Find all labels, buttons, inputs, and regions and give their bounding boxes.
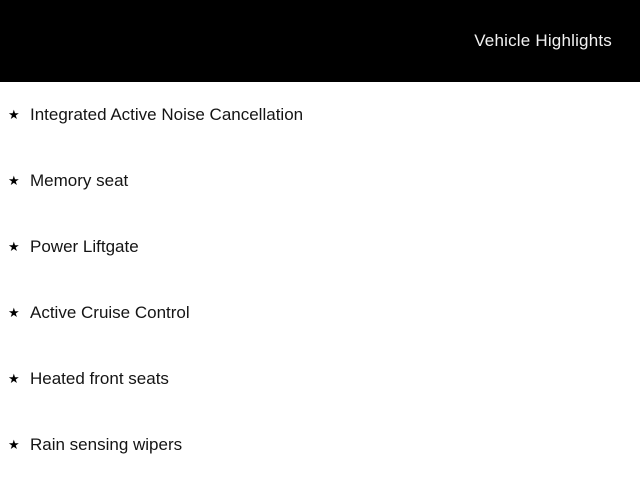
list-item bbox=[0, 214, 640, 280]
star-icon: ★ bbox=[8, 370, 20, 386]
list-item-label: Active Cruise Control bbox=[30, 303, 190, 322]
list-item bbox=[0, 412, 640, 478]
list-item-label: Rain sensing wipers bbox=[30, 435, 183, 454]
list-item-label: Memory seat bbox=[30, 171, 129, 190]
list-item-label: Integrated Active Noise Cancellation bbox=[30, 105, 304, 124]
star-icon: ★ bbox=[8, 304, 20, 320]
list-item-label: Power Liftgate bbox=[30, 237, 139, 256]
list-item bbox=[0, 148, 640, 214]
list-item bbox=[0, 82, 640, 148]
star-icon: ★ bbox=[8, 238, 20, 254]
star-icon: ★ bbox=[8, 436, 20, 452]
star-icon: ★ bbox=[8, 172, 20, 188]
star-icon: ★ bbox=[8, 106, 20, 122]
list-item-label: Heated front seats bbox=[30, 369, 169, 388]
list-item bbox=[0, 280, 640, 346]
highlights-list bbox=[0, 82, 640, 478]
page-title: Vehicle Highlights bbox=[474, 31, 612, 50]
header-bar bbox=[0, 0, 640, 82]
list-item bbox=[0, 346, 640, 412]
